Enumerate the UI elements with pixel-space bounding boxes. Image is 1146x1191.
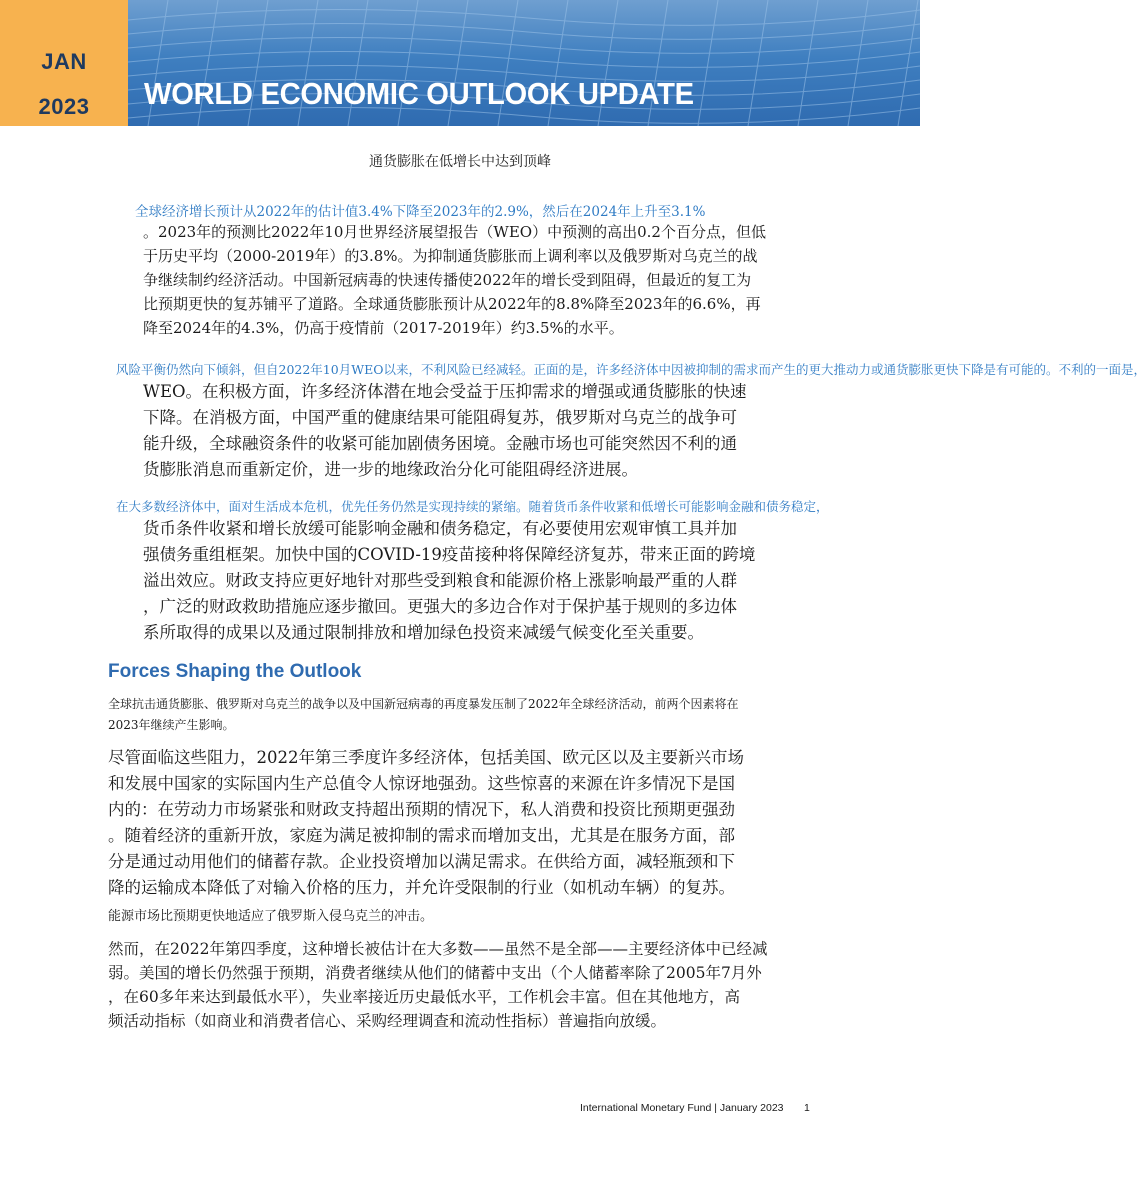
- text-line: 尽管面临这些阻力，2022年第三季度许多经济体，包括美国、欧元区以及主要新兴市场: [108, 748, 744, 767]
- section-heading: Forces Shaping the Outlook: [108, 661, 362, 682]
- block3-lead: 在大多数经济体中，面对生活成本危机，优先任务仍然是实现持续的紧缩。随着货币条件收紧和低增长可能影响金融和债务稳定，: [116, 499, 829, 514]
- block2-lead: 风险平衡仍然向下倾斜，但自2022年10月WEO以来，不利风险已经减轻。正面的是，许多经济体中因被抑制的需求而产生的更大推动力或通货膨胀更快下降是有可能的。不利的一面是，: [116, 362, 1146, 377]
- text-line: 强债务重组框架。加快中国的COVID-19疫苗接种将保障经济复苏，带来正面的跨境: [143, 545, 756, 564]
- text-line: 弱。美国的增长仍然强于预期，消费者继续从他们的储蓄中支出（个人储蓄率除了2005年7月外: [108, 964, 762, 982]
- date-month: JAN: [41, 49, 87, 74]
- text-line: 货膨胀消息而重新定价，进一步的地缘政治分化可能阻碍经济进展。: [143, 460, 638, 479]
- text-line: 系所取得的成果以及通过限制排放和增加绿色投资来减缓气候变化至关重要。: [143, 623, 704, 642]
- page-subtitle: 通货膨胀在低增长中达到顶峰: [369, 154, 551, 170]
- text-line: 于历史平均（2000-2019年）的3.8%。为抑制通货膨胀而上调利率以及俄罗斯对乌克兰的战: [143, 247, 758, 265]
- page-number: 1: [804, 1102, 810, 1114]
- text-line: 内的：在劳动力市场紧张和财政支持超出预期的情况下，私人消费和投资比预期更强劲: [108, 800, 735, 819]
- section-intro: [108, 694, 739, 736]
- text-line: 溢出效应。财政支持应更好地针对那些受到粮食和能源价格上涨影响最严重的人群: [143, 571, 737, 590]
- text-line: 下降。在消极方面，中国严重的健康结果可能阻碍复苏，俄罗斯对乌克兰的战争可: [143, 408, 737, 427]
- text-line: 2023年继续产生影响。: [108, 718, 235, 732]
- text-line: 能升级，全球融资条件的收紧可能加剧债务困境。金融市场也可能突然因不利的通: [143, 434, 737, 453]
- section-paragraph-1: [108, 745, 744, 901]
- block1-paragraph: [143, 220, 766, 340]
- text-line: 降的运输成本降低了对输入价格的压力，并允许受限制的行业（如机动车辆）的复苏。: [108, 878, 735, 897]
- report-title: WORLD ECONOMIC OUTLOOK UPDATE: [144, 76, 694, 111]
- text-line: 比预期更快的复苏铺平了道路。全球通货膨胀预计从2022年的8.8%降至2023年的6.6%，再: [143, 295, 761, 313]
- footer-source: International Monetary Fund | January 2023: [580, 1102, 784, 1114]
- date-badge: [0, 0, 128, 126]
- text-line: 分是通过动用他们的储蓄存款。企业投资增加以满足需求。在供给方面，减轻瓶颈和下: [108, 852, 735, 871]
- text-line: 然而，在2022年第四季度，这种增长被估计在大多数——虽然不是全部——主要经济体中已经减: [108, 940, 768, 958]
- text-line: ，在60多年来达到最低水平），失业率接近历史最低水平，工作机会丰富。但在其他地方，高: [108, 988, 740, 1006]
- block1-lead: 全球经济增长预计从2022年的估计值3.4%下降至2023年的2.9%，然后在2024年上升至3.1%: [135, 204, 706, 220]
- text-line: ，广泛的财政救助措施应逐步撤回。更强大的多边合作对于保护基于规则的多边体: [143, 597, 737, 616]
- text-line: 全球抗击通货膨胀、俄罗斯对乌克兰的战争以及中国新冠病毒的再度暴发压制了2022年全球经济活动，前两个因素将在: [108, 697, 739, 711]
- text-line: 争继续制约经济活动。中国新冠病毒的快速传播使2022年的增长受到阻碍，但最近的复工为: [143, 271, 752, 289]
- report-header: [0, 0, 920, 126]
- text-line: 和发展中国家的实际国内生产总值令人惊讶地强劲。这些惊喜的来源在许多情况下是国: [108, 774, 735, 793]
- text-line: WEO。在积极方面，许多经济体潜在地会受益于压抑需求的增强或通货膨胀的快速: [143, 382, 747, 401]
- block2-paragraph: [143, 379, 747, 483]
- section-note: 能源市场比预期更快地适应了俄罗斯入侵乌克兰的冲击。: [108, 909, 434, 924]
- block3-paragraph: [143, 516, 755, 646]
- text-line: 货币条件收紧和增长放缓可能影响金融和债务稳定，有必要使用宏观审慎工具并加: [143, 519, 737, 538]
- text-line: 频活动指标（如商业和消费者信心、采购经理调查和流动性指标）普遍指向放缓。: [108, 1012, 667, 1030]
- text-line: 。2023年的预测比2022年10月世界经济展望报告（WEO）中预测的高出0.2个百分点，但低: [143, 223, 766, 241]
- title-banner: [128, 0, 920, 126]
- section-paragraph-2: [108, 937, 767, 1033]
- text-line: 。随着经济的重新开放，家庭为满足被抑制的需求而增加支出，尤其是在服务方面，部: [108, 826, 735, 845]
- text-line: 降至2024年的4.3%，仍高于疫情前（2017-2019年）约3.5%的水平。: [143, 319, 624, 337]
- date-year: 2023: [38, 94, 90, 119]
